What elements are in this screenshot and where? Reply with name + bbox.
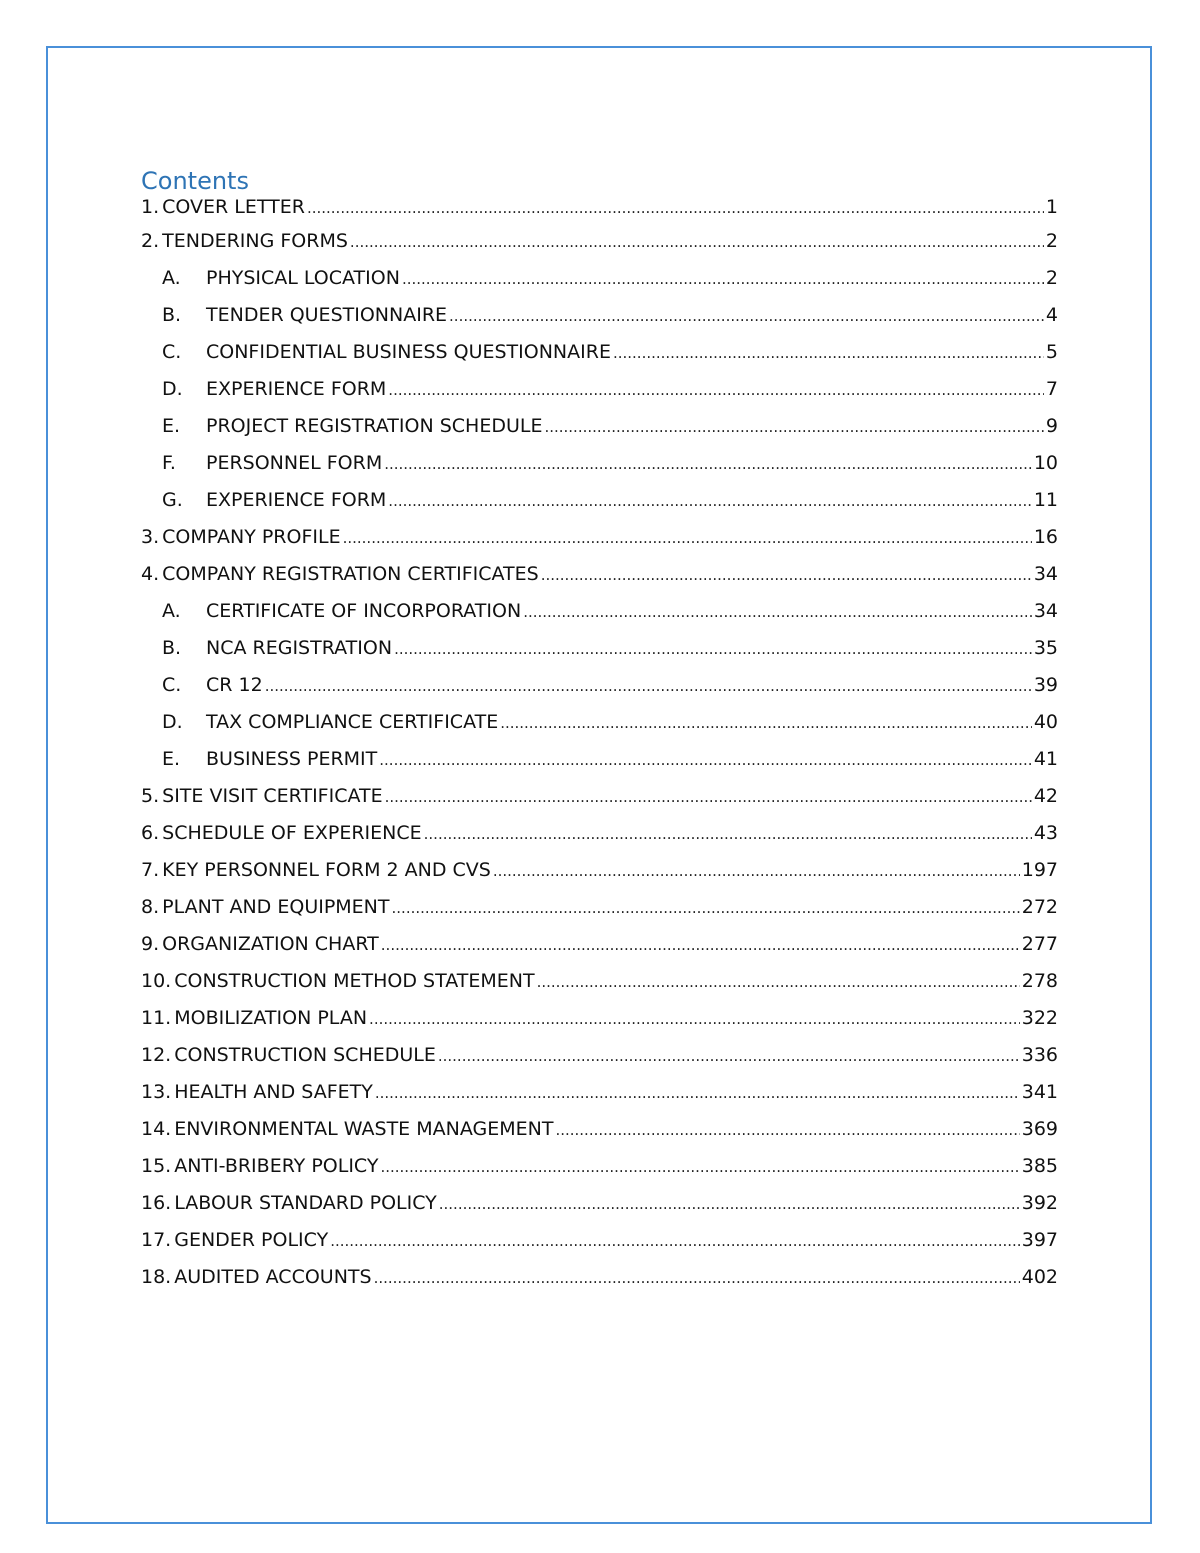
toc-entry[interactable] [141, 1155, 1058, 1192]
toc-entry-number: 16. [141, 1192, 172, 1214]
toc-dot-leader [555, 1119, 1019, 1141]
toc-entry-label: PERSONNEL FORM [206, 452, 383, 474]
toc-entry-page: 397 [1021, 1229, 1058, 1251]
toc-entry-label: GENDER POLICY [174, 1229, 329, 1251]
toc-entry-page: 197 [1021, 859, 1058, 881]
toc-entry-page: 272 [1021, 896, 1058, 918]
toc-entry-number: F. [162, 452, 176, 474]
toc-entry-number: B. [162, 304, 182, 326]
toc-entry-page: 4 [1045, 304, 1058, 326]
toc-entry-page: 7 [1045, 378, 1058, 400]
toc-entry-number: D. [162, 378, 183, 400]
toc-entry[interactable] [141, 859, 1058, 896]
toc-entry-label: SCHEDULE OF EXPERIENCE [162, 822, 422, 844]
toc-dot-leader [541, 564, 1032, 586]
toc-entry-page: 369 [1021, 1118, 1058, 1140]
toc-entry-number: 11. [141, 1007, 172, 1029]
toc-entry[interactable] [141, 267, 1058, 304]
toc-entry[interactable] [141, 1266, 1058, 1303]
toc-entry-label: KEY PERSONNEL FORM 2 AND CVS [162, 859, 491, 881]
toc-dot-leader [438, 1045, 1020, 1067]
toc-dot-leader [449, 305, 1044, 327]
toc-entry-number: 17. [141, 1229, 172, 1251]
toc-entry-label: TAX COMPLIANCE CERTIFICATE [206, 711, 499, 733]
toc-entry[interactable] [141, 230, 1058, 267]
toc-entry[interactable] [141, 674, 1058, 711]
toc-entry-label: LABOUR STANDARD POLICY [174, 1192, 437, 1214]
toc-entry-page: 16 [1033, 526, 1058, 548]
toc-entry-page: 322 [1021, 1007, 1058, 1029]
toc-entry-page: 43 [1033, 822, 1058, 844]
toc-entry-number: A. [162, 267, 181, 289]
toc-entry-label: HEALTH AND SAFETY [174, 1081, 373, 1103]
toc-dot-leader [330, 1230, 1020, 1252]
toc-entry-number: C. [162, 341, 182, 363]
toc-entry-label: EXPERIENCE FORM [206, 489, 387, 511]
toc-dot-leader [402, 268, 1044, 290]
toc-entry-page: 5 [1045, 341, 1058, 363]
toc-dot-leader [537, 971, 1020, 993]
toc-entry[interactable] [141, 1044, 1058, 1081]
toc-entry-label: MOBILIZATION PLAN [174, 1007, 368, 1029]
toc-entry-page: 278 [1021, 970, 1058, 992]
toc-entry-page: 41 [1033, 748, 1058, 770]
toc-entry-number: 4. [141, 563, 160, 585]
toc-entry-number: 15. [141, 1155, 172, 1177]
toc-dot-leader [493, 860, 1020, 882]
toc-heading: Contents [141, 167, 249, 195]
toc-dot-leader [307, 197, 1044, 219]
toc-entry-page: 402 [1021, 1266, 1058, 1288]
toc-entry-label: BUSINESS PERMIT [206, 748, 378, 770]
toc-dot-leader [500, 712, 1032, 734]
table-of-contents [141, 166, 1058, 1303]
toc-dot-leader [544, 416, 1043, 438]
toc-dot-leader [384, 453, 1032, 475]
toc-dot-leader [375, 1082, 1020, 1104]
toc-entry[interactable] [141, 563, 1058, 600]
toc-entry-label: CERTIFICATE OF INCORPORATION [206, 600, 522, 622]
toc-entry[interactable] [141, 196, 1058, 230]
toc-entry-page: 2 [1045, 230, 1058, 252]
toc-list [141, 196, 1058, 1303]
toc-entry-label: EXPERIENCE FORM [206, 378, 387, 400]
toc-entry-label: PROJECT REGISTRATION SCHEDULE [206, 415, 543, 437]
toc-entry-label: PLANT AND EQUIPMENT [162, 896, 390, 918]
toc-entry-number: C. [162, 674, 182, 696]
toc-entry-number: 6. [141, 822, 160, 844]
toc-entry-number: 7. [141, 859, 160, 881]
toc-entry-label: SITE VISIT CERTIFICATE [162, 785, 383, 807]
toc-entry-label: TENDER QUESTIONNAIRE [206, 304, 448, 326]
toc-entry-number: G. [162, 489, 183, 511]
toc-entry[interactable] [141, 415, 1058, 452]
toc-entry-number: 9. [141, 933, 160, 955]
toc-dot-leader [424, 823, 1032, 845]
toc-entry-label: ORGANIZATION CHART [162, 933, 379, 955]
toc-dot-leader [523, 601, 1032, 623]
toc-entry-number: B. [162, 637, 182, 659]
toc-entry-label: TENDERING FORMS [162, 230, 348, 252]
toc-dot-leader [392, 897, 1020, 919]
toc-entry-label: PHYSICAL LOCATION [206, 267, 400, 289]
toc-entry-label: CR 12 [206, 674, 263, 696]
toc-dot-leader [369, 1008, 1020, 1030]
toc-entry-number: 13. [141, 1081, 172, 1103]
toc-entry-page: 10 [1033, 452, 1058, 474]
toc-entry-label: AUDITED ACCOUNTS [174, 1266, 372, 1288]
toc-entry-number: 3. [141, 526, 160, 548]
toc-entry-page: 2 [1045, 267, 1058, 289]
toc-entry[interactable] [141, 304, 1058, 341]
toc-dot-leader [394, 638, 1032, 660]
toc-entry-page: 39 [1033, 674, 1058, 696]
toc-entry[interactable] [141, 1192, 1058, 1229]
toc-entry[interactable] [141, 489, 1058, 526]
toc-dot-leader [379, 749, 1032, 771]
toc-dot-leader [381, 934, 1020, 956]
toc-entry[interactable] [141, 711, 1058, 748]
toc-entry-number: 5. [141, 785, 160, 807]
toc-entry-number: E. [162, 748, 181, 770]
toc-entry-label: CONFIDENTIAL BUSINESS QUESTIONNAIRE [206, 341, 611, 363]
toc-entry[interactable] [141, 1118, 1058, 1155]
toc-entry-number: 12. [141, 1044, 172, 1066]
toc-entry-number: 2. [141, 230, 160, 252]
toc-entry-number: 1. [141, 196, 160, 218]
toc-entry-label: COVER LETTER [162, 196, 305, 218]
toc-entry-number: A. [162, 600, 181, 622]
toc-entry[interactable] [141, 637, 1058, 674]
toc-entry[interactable] [141, 1081, 1058, 1118]
toc-dot-leader [374, 1267, 1020, 1289]
toc-entry-page: 392 [1021, 1192, 1058, 1214]
toc-entry-label: COMPANY PROFILE [162, 526, 341, 548]
toc-dot-leader [613, 342, 1044, 364]
toc-entry-number: E. [162, 415, 181, 437]
toc-entry-page: 341 [1021, 1081, 1058, 1103]
toc-entry[interactable] [141, 748, 1058, 785]
toc-entry-number: 10. [141, 970, 172, 992]
toc-entry-page: 40 [1033, 711, 1058, 733]
toc-entry-page: 385 [1021, 1155, 1058, 1177]
toc-entry[interactable] [141, 1229, 1058, 1266]
toc-entry[interactable] [141, 896, 1058, 933]
toc-entry-page: 42 [1033, 785, 1058, 807]
toc-dot-leader [388, 490, 1032, 512]
toc-dot-leader [385, 786, 1032, 808]
toc-dot-leader [439, 1193, 1020, 1215]
toc-entry-number: 14. [141, 1118, 172, 1140]
toc-entry-page: 1 [1045, 196, 1058, 218]
toc-entry[interactable] [141, 785, 1058, 822]
toc-entry[interactable] [141, 933, 1058, 970]
toc-entry-label: ANTI-BRIBERY POLICY [174, 1155, 379, 1177]
toc-entry-label: COMPANY REGISTRATION CERTIFICATES [162, 563, 539, 585]
toc-entry-page: 34 [1033, 600, 1058, 622]
toc-entry[interactable] [141, 452, 1058, 489]
toc-entry-page: 35 [1033, 637, 1058, 659]
toc-dot-leader [388, 379, 1044, 401]
toc-entry-page: 336 [1021, 1044, 1058, 1066]
toc-entry-label: NCA REGISTRATION [206, 637, 393, 659]
toc-entry[interactable] [141, 600, 1058, 637]
toc-entry-page: 11 [1033, 489, 1058, 511]
toc-entry-number: 8. [141, 896, 160, 918]
toc-entry[interactable] [141, 526, 1058, 563]
toc-entry[interactable] [141, 341, 1058, 378]
toc-entry-label: CONSTRUCTION METHOD STATEMENT [174, 970, 535, 992]
toc-entry-number: D. [162, 711, 183, 733]
toc-entry[interactable] [141, 970, 1058, 1007]
toc-dot-leader [380, 1156, 1019, 1178]
toc-entry-page: 34 [1033, 563, 1058, 585]
toc-dot-leader [343, 527, 1032, 549]
toc-entry-number: 18. [141, 1266, 172, 1288]
toc-entry-label: ENVIRONMENTAL WASTE MANAGEMENT [174, 1118, 554, 1140]
toc-entry[interactable] [141, 1007, 1058, 1044]
toc-dot-leader [265, 675, 1032, 697]
toc-entry[interactable] [141, 378, 1058, 415]
toc-entry-page: 277 [1021, 933, 1058, 955]
toc-entry-page: 9 [1045, 415, 1058, 437]
toc-dot-leader [350, 231, 1044, 253]
toc-entry[interactable] [141, 822, 1058, 859]
toc-entry-label: CONSTRUCTION SCHEDULE [174, 1044, 436, 1066]
